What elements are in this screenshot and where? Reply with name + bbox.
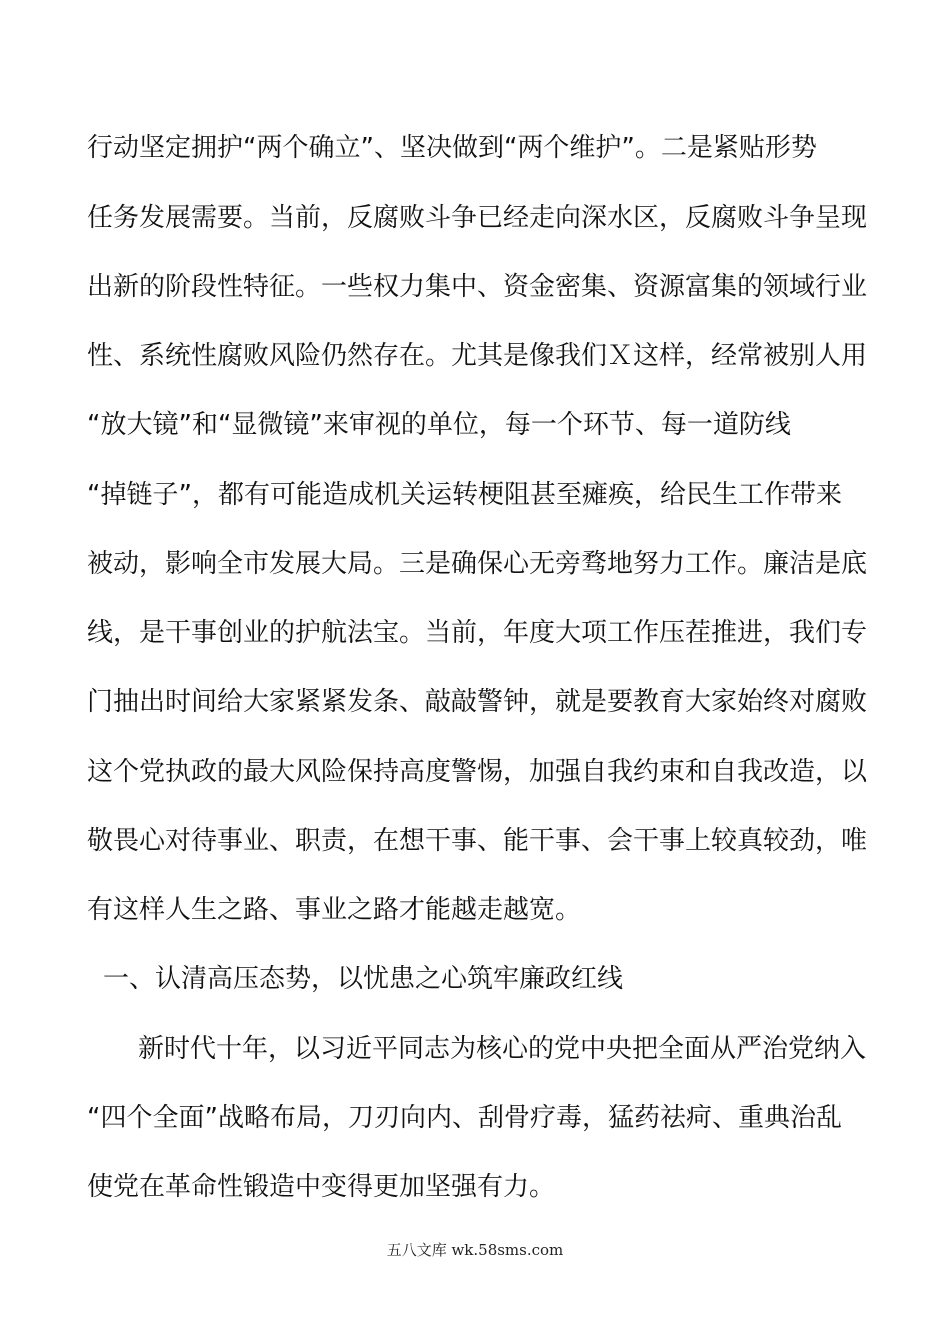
body-text-line: “放大镜”和“显微镜”来审视的单位，每一个环节、每一道防线 xyxy=(87,410,791,440)
body-text-line: 有这样人生之路、事业之路才能越走越宽。 xyxy=(87,895,582,925)
body-text-line: 这个党执政的最大风险保持高度警惕，加强自我约束和自我改造，以 xyxy=(87,757,868,787)
section-heading: 一、认清高压态势，以忧患之心筑牢廉政红线 xyxy=(103,964,624,994)
body-text-line: 出新的阶段性特征。一些权力集中、资金密集、资源富集的领域行业 xyxy=(87,272,868,302)
body-text-line: 新时代十年，以习近平同志为核心的党中央把全面从严治党纳入 xyxy=(138,1034,867,1064)
body-text-line: 任务发展需要。当前，反腐败斗争已经走向深水区，反腐败斗争呈现 xyxy=(87,203,868,233)
body-text-line: 被动，影响全市发展大局。三是确保心无旁骛地努力工作。廉洁是底 xyxy=(87,549,868,579)
body-text-line: 行动坚定拥护“两个确立”、坚决做到“两个维护”。二是紧贴形势 xyxy=(87,133,817,163)
body-text-line: 性、系统性腐败风险仍然存在。尤其是像我们Ｘ这样，经常被别人用 xyxy=(87,341,868,371)
body-text-line: 使党在革命性锻造中变得更加坚强有力。 xyxy=(87,1172,556,1202)
body-text-line: 线，是干事创业的护航法宝。当前，年度大项工作压茬推进，我们专 xyxy=(87,618,868,648)
body-text-line: “四个全面”战略布局，刀刃向内、刮骨疗毒，猛药祛疴、重典治乱 xyxy=(87,1103,842,1133)
body-text-line: “掉链子”，都有可能造成机关运转梗阻甚至瘫痪，给民生工作带来 xyxy=(87,480,842,510)
body-text-line: 敬畏心对待事业、职责，在想干事、能干事、会干事上较真较劲，唯 xyxy=(87,826,868,856)
body-text-line: 门抽出时间给大家紧紧发条、敲敲警钟，就是要教育大家始终对腐败 xyxy=(87,687,868,717)
page-footer: 五八文库 wk.58sms.com xyxy=(386,1241,564,1259)
